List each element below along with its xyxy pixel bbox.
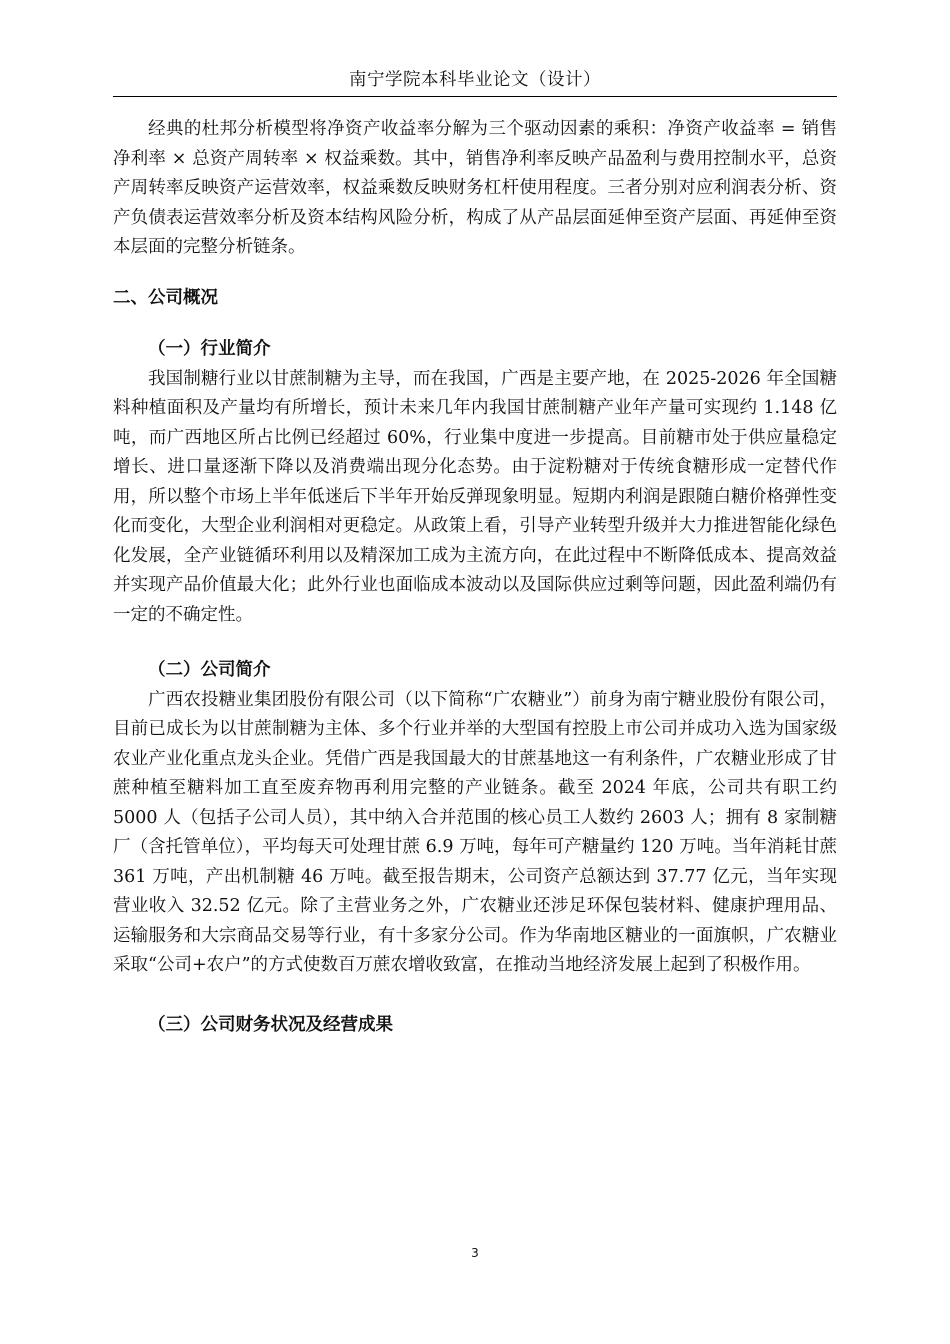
- subsection-heading-company: （二）公司简介: [148, 660, 271, 680]
- subsection-heading-industry: （一）行业简介: [148, 339, 271, 359]
- company-paragraph: 广西农投糖业集团股份有限公司（以下简称“广农糖业”）前身为南宁糖业股份有限公司，目前已成长为以甘蔗制糖为主体、多个行业并举的大型国有控股上市公司并成功入选为国家级农业产业化重点龙头企业。凭借广西是我国最大的甘蔗基地这一有利条件，广农糖业形成了甘蔗种植至糖料加工直至废弃物再利用完整的产业链条。截至 2024 年底，公司共有职工约 5000 人（包括子公司人员），其中纳入合并范围的核心员工人数约 2603 人；拥有 8 家制糖厂（含托管单位），平均每天可处理甘蔗 6.9 万吨，每年可产糖量约 120 万吨。当年消耗甘蔗 361 万吨，产出机制糖 46 万吨。截至报告期末，公司资产总额达到 37.77 亿元，当年实现营业收入 32.52 亿元。除了主营业务之外，广农糖业还涉足环保包装材料、健康护理用品、运输服务和大宗商品交易等行业，有十多家分公司。作为华南地区糖业的一面旗帜，广农糖业采取“公司+农户”的方式使数百万蔗农增收致富，在推动当地经济发展上起到了积极作用。: [113, 689, 837, 975]
- document-body: [113, 115, 837, 1040]
- subsection-heading-financial-status: （三）公司财务状况及经营成果: [148, 1014, 393, 1035]
- industry-paragraph: 我国制糖行业以甘蔗制糖为主导，而在我国，广西是主要产地，在 2025-2026 年全国糖料种植面积及产量均有所增长，预计未来几年内我国甘蔗制糖产业年产量可实现约 1.148 亿吨，而广西地区所占比例已经超过 60%，行业集中度进一步提高。目前糖市处于供应量稳定增长、进口量逐渐下降以及消费端出现分化态势。由于淀粉糖对于传统食糖形成一定替代作用，所以整个市场上半年低迷后下半年开始反弹现象明显。短期内利润是跟随白糖价格弹性变化而变化，大型企业利润相对更稳定。从政策上看，引导产业转型升级并大力推进智能化绿色化发展，全产业链循环利用以及精深加工成为主流方向，在此过程中不断降低成本、提高效益并实现产品价值最大化；此外行业也面临成本波动以及国际供应过剩等问题，因此盈利端仍有一定的不确定性。: [113, 368, 837, 625]
- section-heading-company-overview: 二、公司概况: [113, 287, 218, 308]
- header-divider: [113, 96, 837, 97]
- page-number: 3: [471, 1246, 479, 1260]
- intro-paragraph: 经典的杜邦分析模型将净资产收益率分解为三个驱动因素的乘积：净资产收益率 = 销售净利率 × 总资产周转率 × 权益乘数。其中，销售净利率反映产品盈利与费用控制水平，总资产周转率反映资产运营效率，权益乘数反映财务杠杆使用程度。三者分别对应利润表分析、资产负债表运营效率分析及资本结构风险分析，构成了从产品层面延伸至资产层面、再延伸至资本层面的完整分析链条。: [113, 119, 837, 257]
- page-header-title: 南宁学院本科毕业论文（设计）: [349, 70, 601, 90]
